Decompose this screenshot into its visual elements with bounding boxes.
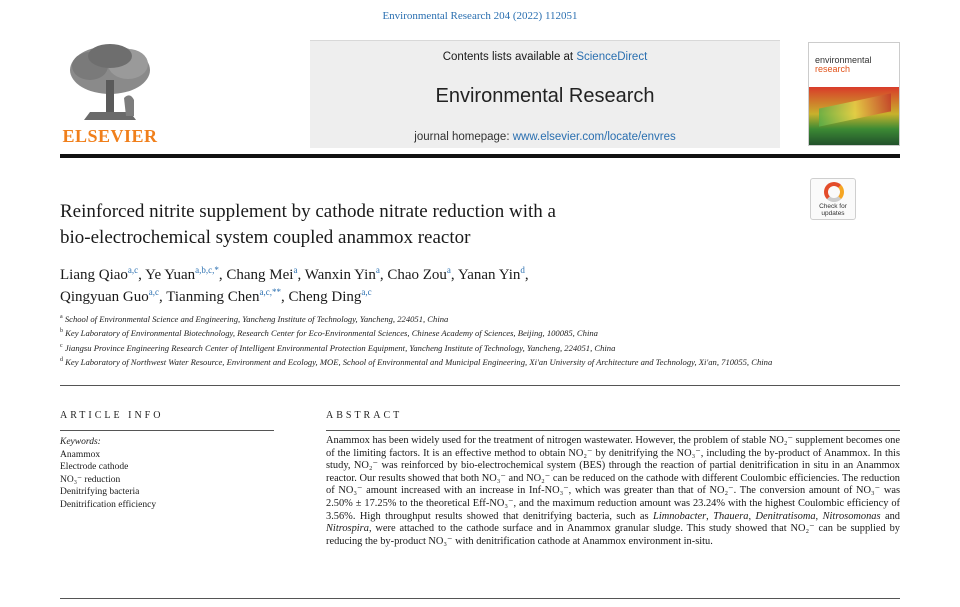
keyword-item[interactable]: NO₃⁻ reduction [60, 474, 121, 485]
elsevier-wordmark: ELSEVIER [62, 126, 158, 146]
keyword-list [60, 449, 156, 511]
author[interactable]: Tianming Chen$^{a,c,**}$ [166, 287, 281, 305]
affiliation-list [60, 311, 820, 369]
article-info-heading: ARTICLE INFO [60, 410, 164, 421]
crossmark-label [811, 203, 855, 217]
bottom-rule [60, 598, 900, 599]
abstract-heading: ABSTRACT [326, 410, 403, 421]
author[interactable]: Ye Yuan$^{a,b,c,*}$ [145, 265, 219, 283]
journal-citation[interactable]: Environmental Research 204 (2022) 112051 [382, 10, 578, 22]
header-rule [60, 154, 900, 158]
affiliation: $^d$ Key Laboratory of Northwest Water Resource, Environment and Ecology, MOE, School of Environmental and Municipal Engineering, Xi'an University of Architecture and Technology, Xi'an, 710055, China [60, 357, 773, 368]
homepage-link[interactable]: www.elsevier.com/locate/envres [512, 131, 676, 143]
contents-line [310, 51, 780, 63]
cover-brand-line-2: research [815, 64, 851, 74]
elsevier-tree-icon [64, 42, 156, 124]
journal-cover[interactable] [808, 42, 900, 146]
abstract-rule [326, 430, 900, 431]
homepage-line [310, 131, 780, 143]
affiliation: $^a$ School of Environmental Science and Engineering, Yancheng Institute of Technology, Yancheng, 224051, China [60, 313, 449, 324]
contents-prefix: Contents lists available at [442, 51, 574, 63]
species-name: Nitrospira [326, 523, 369, 535]
abstract-part-2: , were attached to the cathode surface and in Anammox granular sludge. This study showed that NO₂⁻ can be supplied by reducing the by-product NO₃⁻ with denitrification cathode at Anammox environment in-situ. [326, 523, 900, 547]
section-divider [60, 385, 900, 386]
cover-brand-line-1: environmental [815, 55, 872, 65]
sciencedirect-link[interactable]: ScienceDirect [576, 51, 648, 63]
author[interactable]: Wanxin Yin$^a$ [304, 265, 380, 283]
author[interactable]: Cheng Ding$^{a,c}$ [288, 287, 372, 305]
keyword-item[interactable]: Denitrifying bacteria [60, 487, 140, 498]
article-title-line-2: bio-electrochemical system coupled anammox reactor [60, 227, 471, 248]
author[interactable]: Yanan Yin$^d$ [457, 265, 525, 283]
article-title [60, 199, 780, 251]
author-list: Liang Qiao$^{a,c}$, Ye Yuan$^{a,b,c,*}$, Chang Mei$^a$, Wanxin Yin$^a$, Chao Zou$^a$, Yanan Yin$^d$, Qingyuan Guo$^{a,c}$, Tianming Chen$^{a,c,**}$, Cheng Ding$^{a,c}$ [60, 265, 529, 305]
species-name: Limnobacter [653, 510, 707, 522]
keyword-item[interactable]: Electrode cathode [60, 462, 129, 473]
crossmark-label-1: Check for [819, 203, 847, 210]
cover-brand [815, 56, 872, 74]
elsevier-logo[interactable] [60, 40, 160, 148]
author[interactable]: Qingyuan Guo$^{a,c}$ [60, 287, 159, 305]
species-name: Nitrosomonas [822, 510, 881, 522]
check-for-updates-button[interactable] [810, 178, 856, 220]
species-name: Thauera [713, 510, 749, 522]
species-name: Denitratisoma [755, 510, 816, 522]
affiliation: $^b$ Key Laboratory of Environmental Biotechnology, Research Center for Eco-Environmental Sciences, Chinese Academy of Sciences, Beijing, 100085, China [60, 328, 598, 339]
journal-header [60, 40, 900, 152]
abstract-body: Anammox has been widely used for the treatment of nitrogen wastewater. However, the problem of stable NO₂⁻ supplement becomes one of the limiting factors. It is an effective method to obtain NO₂⁻ by denitrifying the NO₃⁻, including the by-product of Anammox. In this study, NO₂⁻ was reinforced by bio-electrochemical system (BES) through the reaction of partial denitrification in situ in an Anammox reactor. Our results showed that both NO₃⁻ and NO₂⁻ can be reduced on the cathode with different Coulombic efficiencies. The reduction of NO₃⁻ amount increased with an increase in Inf-NO₃⁻, which was greater than that of NO₂⁻. The conversion amount of NO₃⁻ was 2.50% ± 17.25% to the theoretical Eff-NO₃⁻, and the maximum reduction amount was 23.24% with the highest Coulombic efficiency of 3.56%. High throughput results showed that denitrifying bacteria, such as Limnobacter, Thauera, Denitratisoma, Nitrosomonas and Nitrospira, were attached to the cathode surface and in Anammox granular sludge. This study showed that NO₂⁻ can be supplied by reducing the by-product NO₃⁻ with denitrification cathode at Anammox environment in-situ. [326, 435, 901, 547]
journal-name: Environmental Research [435, 85, 655, 107]
homepage-prefix: journal homepage: [414, 131, 510, 143]
crossmark-icon [824, 182, 844, 202]
keyword-item[interactable]: Denitrification efficiency [60, 499, 157, 510]
author[interactable]: Liang Qiao$^{a,c}$ [60, 265, 139, 283]
author[interactable]: Chao Zou$^a$ [387, 265, 451, 283]
abstract-part-1: Anammox has been widely used for the treatment of nitrogen wastewater. However, the problem of stable NO₂⁻ supplement becomes one of the limiting factors. It is an effective method to obtain NO₂⁻ by denitrifying the NO₃⁻, including the by-product of Anammox. In this study, NO₂⁻ was reinforced by bio-electrochemical system (BES) through the reaction of partial denitrification in situ in an Anammox reactor. Our results showed that both NO₃⁻ and NO₂⁻ can be reduced on the cathode with different Coulombic efficiencies. The reduction of NO₃⁻ amount increased with an increase in Inf-NO₃⁻, which was greater than that of NO₂⁻. The conversion amount of NO₃⁻ was 2.50% ± 17.25% to the theoretical Eff-NO₃⁻, and the maximum reduction amount was 23.24% with the highest Coulombic efficiency of 3.56%. High throughput results showed that denitrifying bacteria, such as [326, 435, 900, 522]
crossmark-label-2: updates [821, 210, 845, 217]
keyword-item[interactable]: Anammox [60, 450, 101, 460]
article-title-line-1: Reinforced nitrite supplement by cathode nitrate reduction with a [60, 201, 556, 222]
affiliation: $^c$ Jiangsu Province Engineering Research Center of Intelligent Environmental Protection Equipment, Yancheng Institute of Technology, Yancheng, 224051, China [60, 342, 616, 353]
author[interactable]: Chang Mei$^a$ [226, 265, 298, 283]
journal-banner [310, 40, 780, 148]
article-info-rule [60, 430, 274, 431]
keywords-title: Keywords: [60, 437, 101, 447]
